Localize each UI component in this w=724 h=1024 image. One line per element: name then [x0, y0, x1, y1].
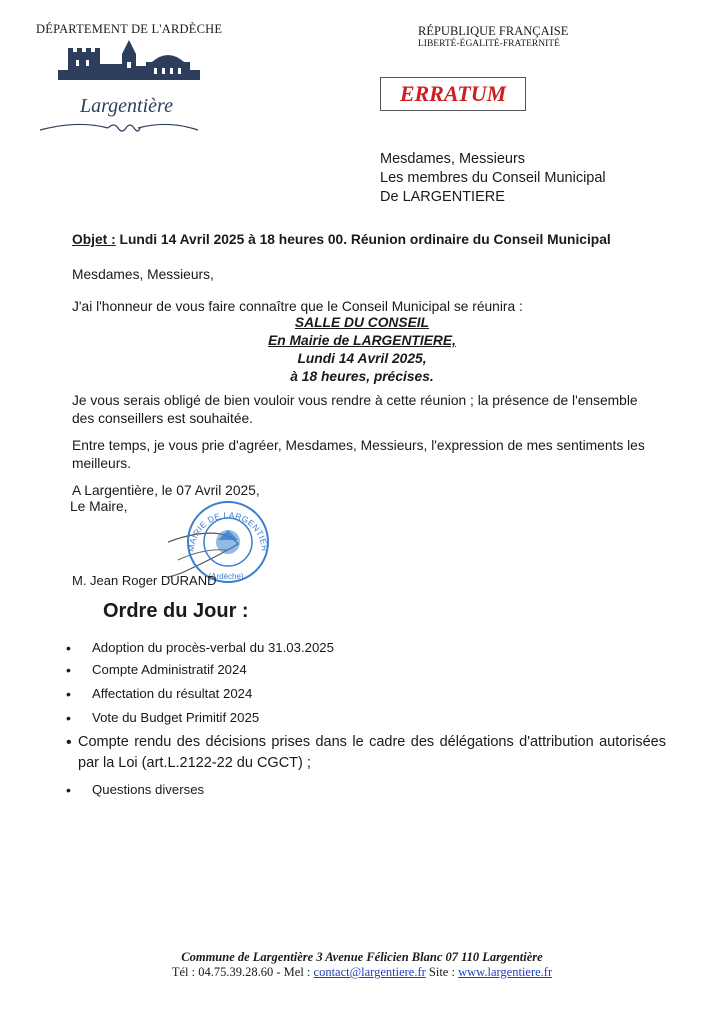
intro-paragraph: J'ai l'honneur de vous faire connaître que le Conseil Municipal se réunira : — [72, 299, 523, 314]
subject-label: Objet : — [72, 232, 116, 247]
agenda-item-5: • Compte rendu des décisions prises dans le cadre des délégations d'attribution autorisées par la Loi (art.L.2122-22 du CGCT) ; — [66, 732, 666, 782]
department-header: DÉPARTEMENT DE L'ARDÈCHE — [36, 22, 223, 36]
erratum-label: ERRATUM — [399, 81, 507, 106]
footer-email-link[interactable]: contact@largentiere.fr — [313, 965, 426, 979]
stamp-text: MAIRIE DE LARGENTIER — [185, 509, 271, 553]
footer-website-link[interactable]: www.largentiere.fr — [458, 965, 553, 979]
place-date: A Largentière, le 07 Avril 2025, — [72, 483, 260, 498]
greeting: Mesdames, Messieurs, — [72, 267, 214, 282]
republic-title: RÉPUBLIQUE FRANÇAISE — [418, 24, 569, 38]
agenda-item-4: • Vote du Budget Primitif 2025 — [66, 710, 666, 732]
recipient-line-3: De LARGENTIERE — [380, 189, 505, 205]
recipient-line-1: Mesdames, Messieurs — [380, 151, 526, 167]
stamp-sub-text: (Ardèche) — [208, 572, 244, 581]
footer-address: Commune de Largentière 3 Avenue Félicien Blanc 07 110 Largentière — [181, 950, 543, 964]
subject-text: Lundi 14 Avril 2025 à 18 heures 00. Réunion ordinaire du Conseil Municipal — [119, 232, 611, 247]
footer-contact — [0, 965, 724, 980]
request-paragraph: Je vous serais obligé de bien vouloir vous rendre à cette réunion ; la présence de l'ensemble des conseillers est souhaitée. — [72, 393, 638, 426]
agenda-item-1: • Adoption du procès-verbal du 31.03.2025 — [66, 640, 666, 662]
subject-line — [72, 232, 611, 247]
footer-site-label: Site : — [428, 965, 455, 979]
mayor-name: M. Jean Roger DURAND — [72, 573, 217, 588]
agenda-list — [66, 640, 666, 804]
logo-label: Largentière — [80, 95, 173, 117]
erratum-box — [380, 77, 526, 111]
footer-tel: Tél : 04.75.39.28.60 - Mel : — [171, 965, 311, 979]
agenda-item-2: • Compte Administratif 2024 — [66, 662, 666, 686]
agenda-title: Ordre du Jour : — [103, 600, 249, 622]
republic-motto: LIBERTÉ-ÉGALITÉ-FRATERNITÉ — [418, 39, 560, 49]
agenda-item-3: • Affectation du résultat 2024 — [66, 686, 666, 710]
agenda-item-6: • Questions diverses — [66, 782, 666, 804]
closing-paragraph: Entre temps, je vous prie d'agréer, Mesdames, Messieurs, l'expression de mes sentiments les meilleurs. — [72, 438, 645, 471]
venue-line-4: à 18 heures, précises. — [290, 369, 434, 384]
venue-line-3: Lundi 14 Avril 2025, — [297, 351, 427, 366]
venue-line-1: SALLE DU CONSEIL — [294, 315, 430, 330]
town-silhouette-icon — [38, 40, 208, 140]
town-logo — [38, 40, 208, 140]
venue-block — [0, 314, 724, 386]
mayor-role: Le Maire, — [70, 499, 128, 514]
venue-line-2: En Mairie de LARGENTIERE, — [268, 333, 456, 348]
recipient-line-2: Les membres du Conseil Municipal — [380, 170, 606, 186]
